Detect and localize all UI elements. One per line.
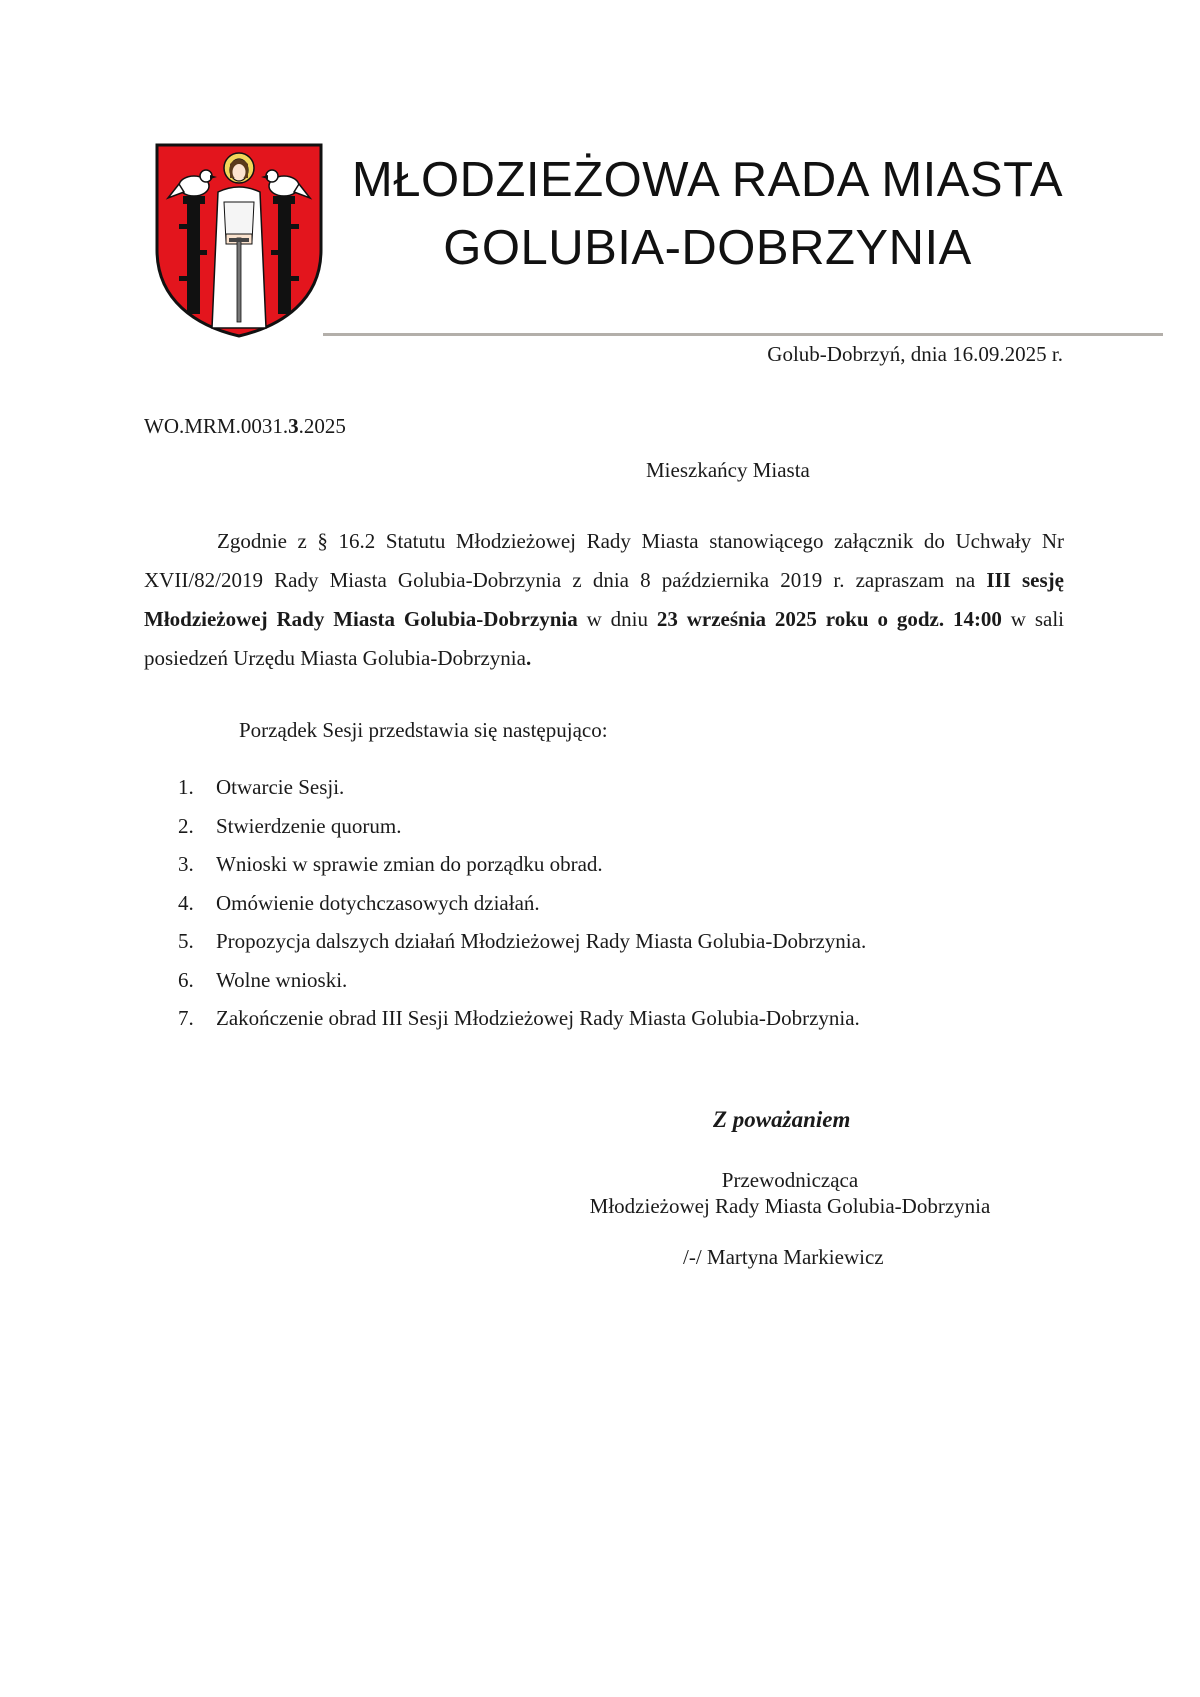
agenda-item <box>178 884 866 923</box>
signatory-role: Przewodnicząca <box>721 1168 859 1192</box>
city-crest-logo <box>154 142 324 338</box>
reference-prefix: WO.MRM.0031. <box>144 414 289 438</box>
agenda-item <box>178 807 866 846</box>
reference-number <box>144 414 346 439</box>
agenda-item-number: 1. <box>178 775 194 799</box>
body-session-name: III sesję Młodzieżowej Rady Miasta Golubia-Dobrzynia <box>144 568 1064 631</box>
body-session-datetime: 23 września 2025 roku o godz. 14:00 <box>656 607 1002 631</box>
signatory-organization: Młodzieżowej Rady Miasta Golubia-Dobrzynia <box>589 1194 991 1218</box>
agenda-item <box>178 845 866 884</box>
agenda-item-text: Wolne wnioski. <box>216 967 348 992</box>
body-final-period: . <box>525 646 532 670</box>
agenda-item-number: 3. <box>178 852 194 876</box>
agenda-item-text: Wnioski w sprawie zmian do porządku obrad. <box>216 852 603 876</box>
body-text-3: w sali posiedzeń Urzędu Miasta Golubia-Dobrzynia <box>144 607 1065 670</box>
agenda-item-number: 5. <box>178 929 194 953</box>
agenda-item-text: Stwierdzenie quorum. <box>216 813 402 838</box>
agenda-item-number: 7. <box>178 1006 194 1030</box>
reference-suffix: .2025 <box>298 414 346 438</box>
agenda-item <box>178 961 866 1000</box>
agenda-item-text: Otwarcie Sesji. <box>216 775 345 799</box>
agenda-list <box>178 768 866 1038</box>
agenda-item-text: Omówienie dotychczasowych działań. <box>216 890 540 915</box>
agenda-item <box>178 999 866 1038</box>
agenda-item-number: 2. <box>178 813 194 838</box>
place-date: Golub-Dobrzyń, dnia 16.09.2025 r. <box>767 342 1063 366</box>
signatory-name: /-/ Martyna Markiewicz <box>683 1245 884 1269</box>
header-divider <box>323 333 1163 336</box>
addressee: Mieszkańcy Miasta <box>646 458 810 482</box>
invitation-paragraph <box>144 522 1064 678</box>
agenda-item-text: Propozycja dalszych działań Młodzieżowej Rady Miasta Golubia-Dobrzynia. <box>216 929 867 953</box>
agenda-item-text: Zakończenie obrad III Sesji Młodzieżowej Rady Miasta Golubia-Dobrzynia. <box>216 1006 860 1030</box>
agenda-item-number: 6. <box>178 967 194 992</box>
agenda-item <box>178 922 866 961</box>
agenda-item <box>178 768 866 807</box>
council-title <box>330 146 1085 282</box>
agenda-item-number: 4. <box>178 890 194 915</box>
body-text-1: Zgodnie z § 16.2 Statutu Młodzieżowej Rady Miasta stanowiącego załącznik do Uchwały Nr XVII/82/2019 Rady Miasta Golubia-Dobrzynia z dnia 8 października 2019 r. zapraszam na <box>144 529 1064 592</box>
closing-salutation: Z poważaniem <box>713 1107 851 1132</box>
council-title-line2: GOLUBIA-DOBRZYNIA <box>443 221 972 275</box>
council-title-line1: MŁODZIEŻOWA RADA MIASTA <box>351 153 1064 207</box>
reference-session-number: 3 <box>288 414 299 438</box>
agenda-intro: Porządek Sesji przedstawia się następująco: <box>239 718 608 742</box>
body-text-2: w dniu <box>577 607 657 631</box>
